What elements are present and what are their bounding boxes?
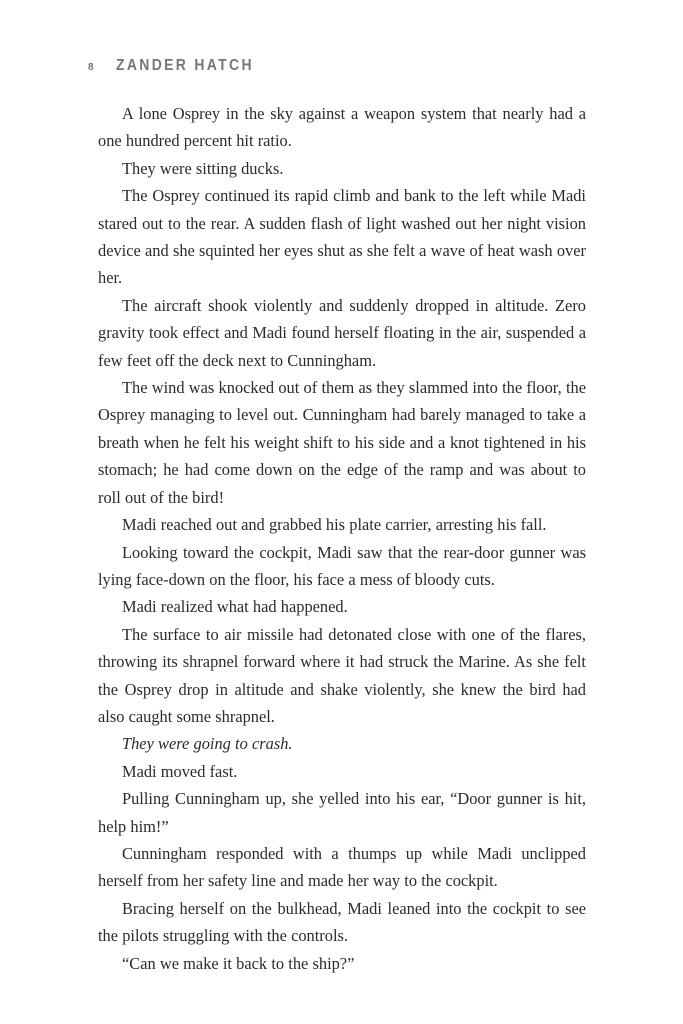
paragraph: Madi moved fast. [122,761,238,781]
paragraph: Pulling Cunningham up, she yelled into his ear, “Door gunner is hit, help him!” [98,789,586,836]
paragraph: Madi realized what had happened. [122,597,348,617]
paragraph: Looking toward the cockpit, Madi saw that the rear-door gunner was lying face-down on the floor, his face a mess of bloody cuts. [98,542,586,589]
book-title: ZANDER HATCH [115,57,254,74]
paragraph: The aircraft shook violently and suddenly dropped in altitude. Zero gravity took effect and Madi found herself floating in the air, suspended a few feet off the deck next to Cunningham. [98,295,586,370]
paragraph: They were sitting ducks. [122,158,284,178]
paragraph: Cunningham responded with a thumps up while Madi unclipped herself from her safety line and made her way to the cockpit. [98,843,586,891]
paragraph: The Osprey continued its rapid climb and bank to the left while Madi stared out to the rear. A sudden flash of light washed out her night vision device and she squinted her eyes shut as she felt a wave of heat wash over her. [98,186,586,288]
paragraph: They were going to crash. [122,734,293,754]
paragraph: A lone Osprey in the sky against a weapon system that nearly had a one hundred percent hit ratio. [98,104,586,151]
paragraph: “Can we make it back to the ship?” [122,953,355,973]
paragraph: The wind was knocked out of them as they slammed into the floor, the Osprey managing to level out. Cunningham had barely managed to take a breath when he felt his weight shift to his side and a knot tightened in his stomach; he had come down on the edge of the ramp and was about to roll out of the bird! [98,378,586,507]
body-text-block [98,100,586,977]
page-number: 8 [88,62,94,73]
running-head [88,58,588,74]
paragraph: The surface to air missile had detonated close with one of the flares, throwing its shrapnel forward where it had struck the Marine. As she felt the Osprey drop in altitude and shake violently, she knew the bird had also caught some shrapnel. [98,624,586,726]
paragraph: Madi reached out and grabbed his plate carrier, arresting his fall. [122,515,547,535]
paragraph: Bracing herself on the bulkhead, Madi leaned into the cockpit to see the pilots struggling with the controls. [98,898,586,946]
